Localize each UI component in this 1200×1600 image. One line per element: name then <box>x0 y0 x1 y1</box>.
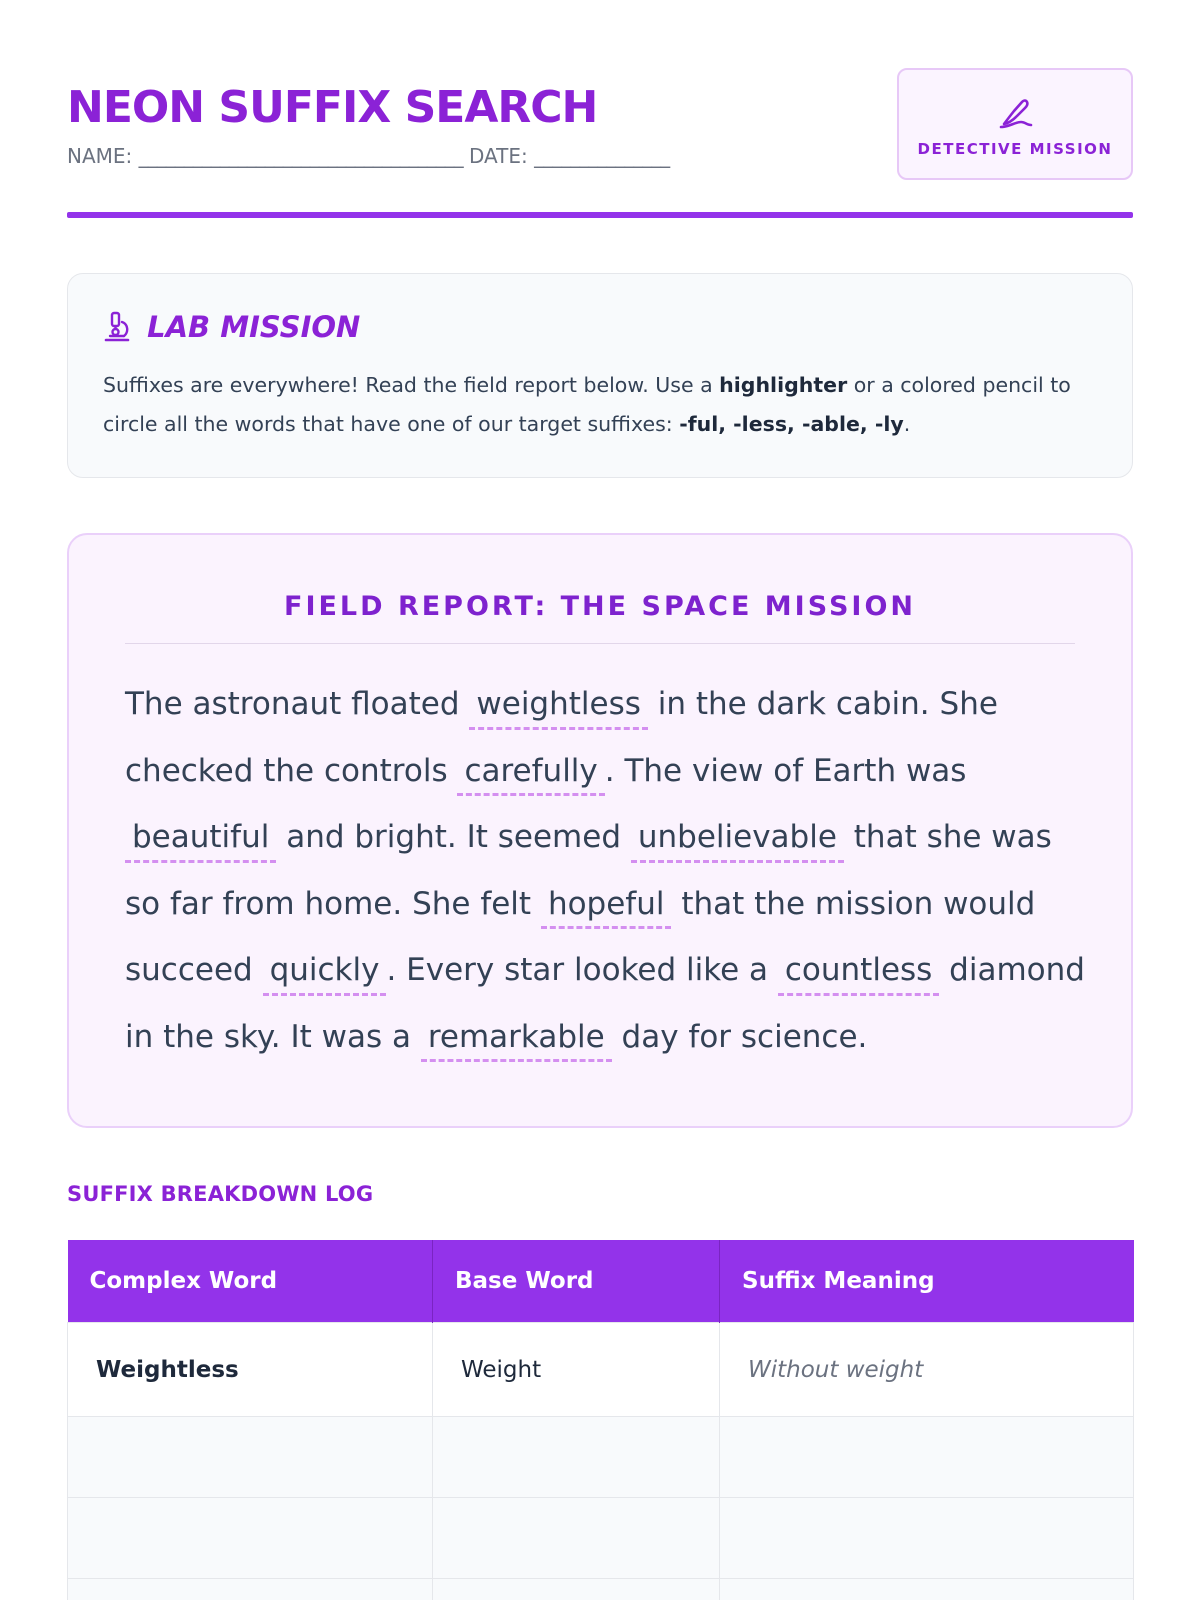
suffix-breakdown-table <box>67 1240 1134 1600</box>
suffix-word[interactable]: unbelievable <box>631 820 844 863</box>
suffix-meaning-cell[interactable] <box>720 1417 1134 1498</box>
complex-word-cell[interactable] <box>68 1498 433 1579</box>
instruction-text: or a colored pencil to circle all the words that have one of our target suffixes: <box>103 373 1071 436</box>
name-label: NAME: <box>67 144 133 168</box>
suffix-word[interactable]: countless <box>778 953 939 996</box>
story-text: The astronaut floated <box>125 686 470 722</box>
base-word-cell[interactable]: Weight <box>433 1323 720 1417</box>
table-row <box>68 1417 1134 1498</box>
suffix-word[interactable]: weightless <box>469 687 648 730</box>
base-word-cell[interactable] <box>433 1417 720 1498</box>
lab-mission-instructions <box>103 366 1103 444</box>
lab-mission-heading <box>102 310 360 350</box>
date-label: DATE: <box>469 144 528 168</box>
lab-mission-title: LAB MISSION <box>147 310 361 344</box>
signature-pen-icon <box>995 94 1037 130</box>
complex-word-cell[interactable] <box>68 1417 433 1498</box>
instruction-text: . <box>903 412 911 436</box>
story-text: that she was so far from home. She felt <box>125 819 1052 922</box>
table-header-row <box>68 1240 1134 1323</box>
story-text: diamond in the sky. It was a <box>125 952 1085 1055</box>
suffix-meaning-cell[interactable] <box>720 1498 1134 1579</box>
story-text: in the dark cabin. She checked the controls <box>125 686 998 789</box>
base-word-cell[interactable] <box>433 1579 720 1600</box>
table-row <box>68 1579 1134 1600</box>
suffix-word[interactable]: carefully <box>457 754 604 797</box>
story-text: . The view of Earth was <box>604 752 967 789</box>
complex-word-cell[interactable] <box>68 1579 433 1600</box>
story-text: and bright. It seemed <box>276 819 631 855</box>
complex-word-cell[interactable]: Weightless <box>68 1323 433 1417</box>
worksheet-title: NEON SUFFIX SEARCH <box>67 82 598 133</box>
field-report-divider <box>125 643 1075 644</box>
worksheet-header <box>67 66 1133 186</box>
story-text: . Every star looked like a <box>386 952 778 988</box>
table-row <box>68 1323 1134 1417</box>
instruction-highlight-term: highlighter <box>719 373 848 397</box>
column-header-base-word: Base Word <box>433 1240 720 1323</box>
header-divider <box>67 212 1133 218</box>
breakdown-log-title: SUFFIX BREAKDOWN LOG <box>67 1182 374 1206</box>
column-header-complex-word: Complex Word <box>68 1240 433 1323</box>
field-report-box <box>67 533 1133 1128</box>
column-header-suffix-meaning: Suffix Meaning <box>720 1240 1134 1323</box>
suffix-word[interactable]: hopeful <box>541 887 672 930</box>
suffix-word[interactable]: beautiful <box>125 820 276 863</box>
field-report-story <box>125 671 1085 1070</box>
target-suffix-list: -ful, -less, -able, -ly <box>679 412 904 436</box>
table-row <box>68 1498 1134 1579</box>
suffix-word[interactable]: quickly <box>263 953 387 996</box>
instruction-text: Suffixes are everywhere! Read the field report below. Use a <box>103 373 720 397</box>
story-text: that the mission would succeed <box>125 885 1036 988</box>
suffix-meaning-cell[interactable] <box>720 1579 1134 1600</box>
microscope-icon <box>102 310 132 344</box>
base-word-cell[interactable] <box>433 1498 720 1579</box>
badge-label: DETECTIVE MISSION <box>917 140 1113 158</box>
name-date-line <box>67 144 669 168</box>
suffix-meaning-cell[interactable]: Without weight <box>720 1323 1134 1417</box>
date-blank[interactable]: _______________ <box>534 144 670 168</box>
name-blank[interactable]: ____________________________________ <box>138 144 463 168</box>
detective-mission-badge <box>897 68 1133 180</box>
field-report-title: FIELD REPORT: THE SPACE MISSION <box>284 591 916 622</box>
suffix-word[interactable]: remarkable <box>421 1020 612 1063</box>
lab-mission-box <box>67 273 1133 478</box>
story-text: day for science. <box>611 1018 868 1055</box>
